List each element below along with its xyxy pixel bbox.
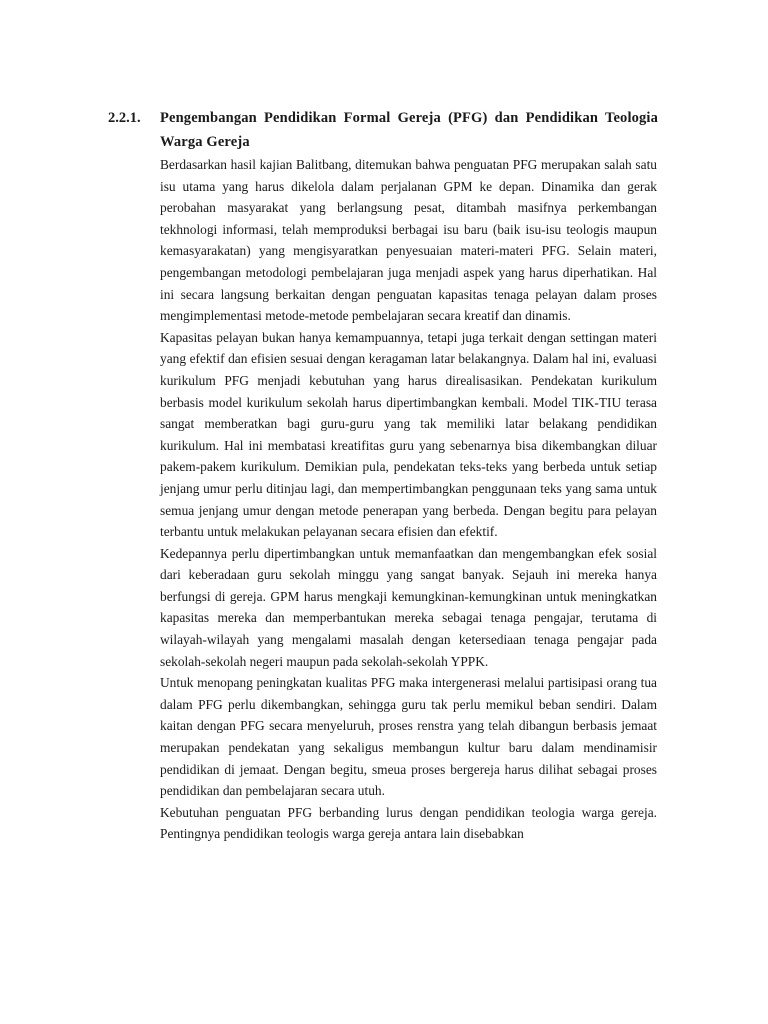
section-title: Pengembangan Pendidikan Formal Gereja (PFG) dan Pendidikan Teologia Warga Gereja — [160, 110, 658, 150]
section-body — [160, 154, 657, 845]
paragraph-3: Kedepannya perlu dipertimbangkan untuk memanfaatkan dan mengembangkan efek sosial dari keberadaan guru sekolah minggu yang sangat banyak. Sejauh ini mereka hanya berfungsi di gereja. GPM harus mengkaji kemungkinan-kemungkinan untuk meningkatkan kapasitas mereka dan memperbantukan mereka sebagai tenaga pengajar, terutama di wilayah-wilayah yang mengalami masalah dengan ketersediaan tenaga pengajar pada sekolah-sekolah negeri maupun pada sekolah-sekolah YPPK. — [160, 545, 657, 669]
section-heading — [108, 106, 658, 154]
paragraph-4: Untuk menopang peningkatan kualitas PFG maka intergenerasi melalui partisipasi orang tua dalam PFG perlu dikembangkan, sehingga guru tak perlu memikul beban sendiri. Dalam kaitan dengan PFG secara menyeluruh, proses renstra yang telah dibangun berbasis jemaat merupakan pendekatan yang sekaligus membangun kultur baru dalam mendinamisir pendidikan di jemaat. Dengan begitu, smeua proses bergereja harus dilihat sebagai proses pendidikan dan pembelajaran secara utuh. — [160, 675, 657, 799]
section-number: 2.2.1. — [108, 110, 141, 126]
paragraph-2: Kapasitas pelayan bukan hanya kemampuannya, tetapi juga terkait dengan settingan materi yang efektif dan efisien sesuai dengan keragaman latar belakangnya. Dalam hal ini, evaluasi kurikulum PFG menjadi kebutuhan yang harus direalisasikan. Pendekatan kurikulum berbasis model kurikulum sekolah harus dipertimbangkan kembali. Model TIK-TIU terasa sangat memberatkan bagi guru-guru yang tak memiliki latar belakang pendidikan kurikulum. Hal ini membatasi kreatifitas guru yang sebenarnya bisa dikembangkan diluar pakem-pakem kurikulum. Demikian pula, pendekatan teks-teks yang berbeda untuk setiap jenjang umur perlu ditinjau lagi, dan mempertimbangkan penggunaan teks yang sama untuk semua jenjang umur dengan metode penerapan yang berbeda. Dengan begitu para pelayan terbantu untuk melakukan pelayanan secara efisien dan efektif. — [160, 329, 657, 540]
paragraph-5: Kebutuhan penguatan PFG berbanding lurus dengan pendidikan teologia warga gereja. Pentingnya pendidikan teologis warga gereja antara lain disebabkan — [160, 804, 657, 842]
paragraph-1: Berdasarkan hasil kajian Balitbang, ditemukan bahwa penguatan PFG merupakan salah satu isu utama yang harus dikelola dalam perjalanan GPM ke depan. Dinamika dan gerak perobahan masyarakat yang berlangsung pesat, ditambah masifnya perkembangan tekhnologi informasi, telah memproduksi berbagai isu baru (baik isu-isu teologis maupun kemasyarakatan) yang mengisyaratkan penyesuaian materi-materi PFG. Selain materi, pengembangan metodologi pembelajaran juga menjadi aspek yang harus diperhatikan. Hal ini secara langsung berkaitan dengan penguatan kapasitas tenaga pelayan dalam proses mengimplementasi metode-metode pembelajaran secara kreatif dan dinamis. — [160, 157, 657, 324]
